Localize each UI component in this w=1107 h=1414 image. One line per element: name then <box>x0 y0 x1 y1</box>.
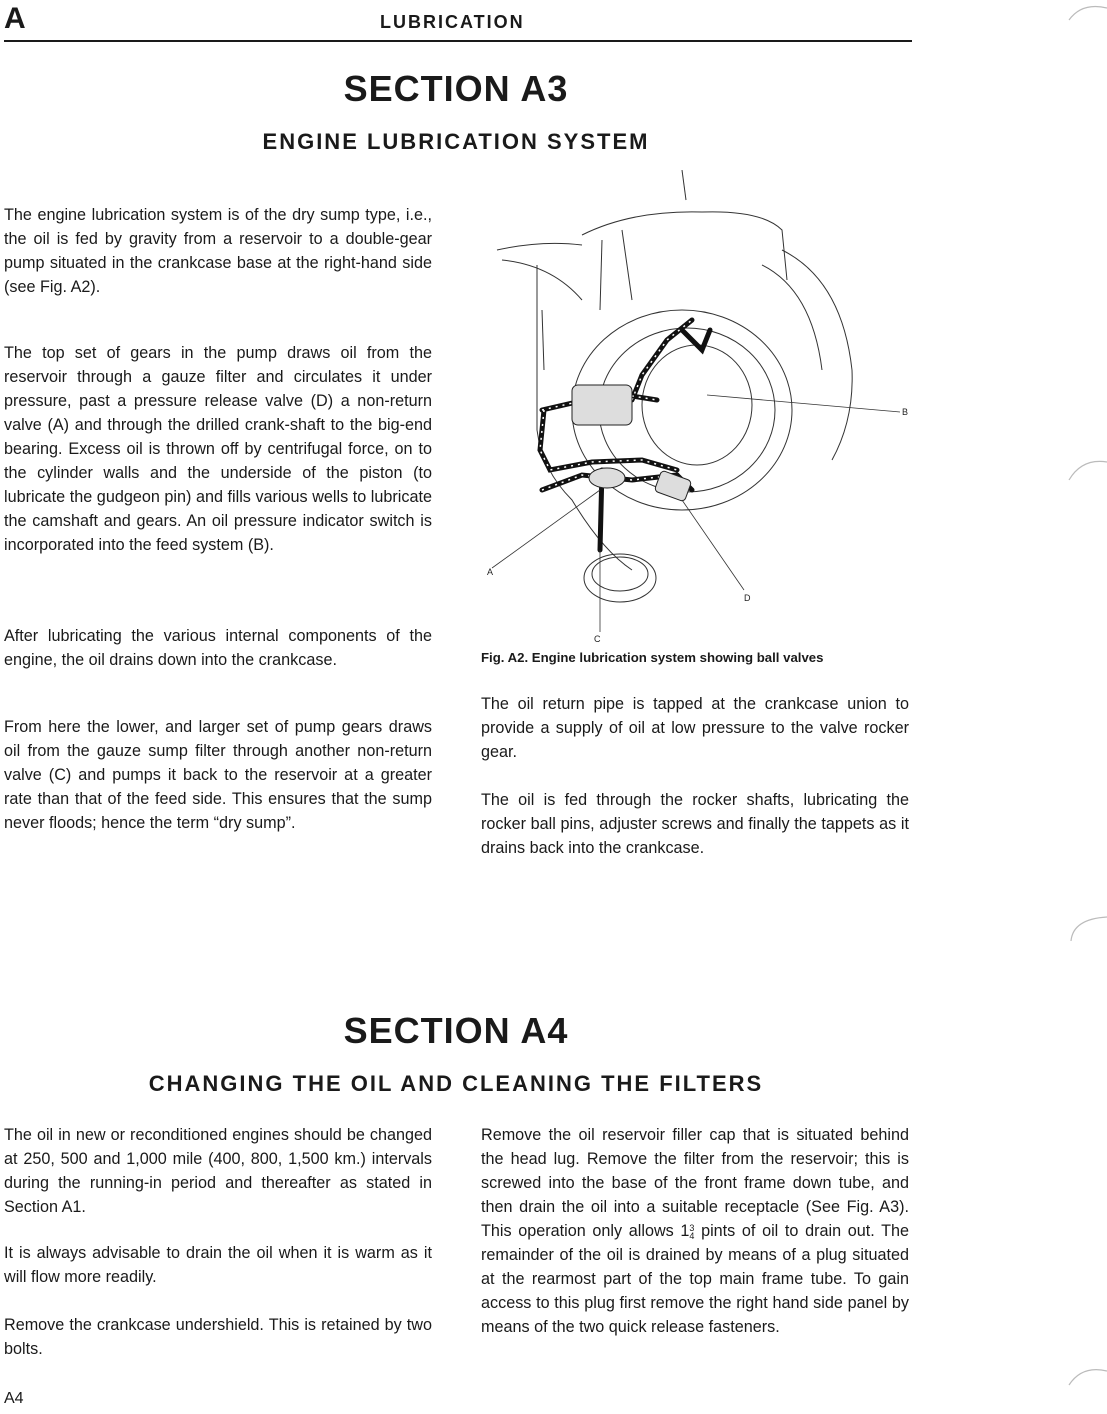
section-a3-subtitle: ENGINE LUBRICATION SYSTEM <box>262 129 650 154</box>
fraction-denominator: 4 <box>689 1231 695 1241</box>
page-number: A4 <box>4 1390 24 1407</box>
a3-paragraph-1: The engine lubrication system is of the dry sump type, i.e., the oil is fed by gravity from a reservoir to a double-gear pump situated in the crankcase base at the right-hand side (see Fig. A2). <box>4 206 432 296</box>
a3-right-paragraph-2: The oil is fed through the rocker shafts, lubricating the rocker ball pins, adjuster screws and finally the tappets as it drains back into the crankcase. <box>481 791 909 857</box>
engine-lubrication-figure <box>482 170 912 650</box>
binder-hole-mark-3 <box>1067 905 1107 945</box>
binder-hole-mark-2 <box>1067 450 1107 490</box>
a3-paragraph-4: From here the lower, and larger set of pump gears draws oil from the gauze sump filter through another non-return valve (C) and pumps it back to the reservoir at a greater rate than that of the feed side. This ensures that the sump never floods; hence the term “dry sump”. <box>4 718 432 832</box>
binder-hole-mark-4 <box>1067 1355 1107 1395</box>
fraction-numerator: 3 <box>689 1223 695 1233</box>
a4-left-paragraph-1: The oil in new or reconditioned engines should be changed at 250, 500 and 1,000 mile (400, 800, 1,500 km.) intervals during the running-in period and thereafter as stated in Section A1. <box>4 1126 432 1216</box>
header-rule <box>4 40 912 42</box>
binder-hole-mark-1 <box>1067 0 1107 40</box>
a4-left-paragraph-3: Remove the crankcase undershield. This is retained by two bolts. <box>4 1316 432 1358</box>
figure-label-d: D <box>744 593 751 603</box>
a4-right-paragraph <box>481 1123 909 1339</box>
section-a4-subtitle: CHANGING THE OIL AND CLEANING THE FILTERS <box>148 1071 764 1096</box>
a4-right-text-after: pints of oil to drain out. The remainder of the oil is drained by means of a plug situated at the rearmost part of the top main frame tube. To gain access to this plug first remove the right hand side panel by means of the two quick release fasteners. <box>481 1222 909 1336</box>
a3-paragraph-2: The top set of gears in the pump draws oil from the reservoir through a gauze filter and circulates it under pressure, past a pressure release valve (D) a non-return valve (A) and through the drilled crank-shaft to the big-end bearing. Excess oil is thrown off by centrifugal force, on to the cylinder walls and the underside of the piston (to lubricate the gudgeon pin) and fills various wells to lubricate the camshaft and gears. An oil pressure indicator switch is incorporated into the feed system (B). <box>4 344 432 554</box>
figure-label-c: C <box>594 634 601 644</box>
a3-right-paragraph-1: The oil return pipe is tapped at the crankcase union to provide a supply of oil at low pressure to the valve rocker gear. <box>481 695 909 761</box>
a3-paragraph-3: After lubricating the various internal components of the engine, the oil drains down into the crankcase. <box>4 627 432 669</box>
section-letter: A <box>4 2 26 35</box>
running-title: LUBRICATION <box>380 12 525 32</box>
figure-label-a: A <box>487 567 494 577</box>
section-a4-title: SECTION A4 <box>343 1010 569 1051</box>
a4-right-text-before: Remove the oil reservoir filler cap that is situated behind the head lug. Remove the filter from the reservoir; this is screwed into the base of the front frame down tube, and then drain the oil into a suitable receptacle (See Fig. A3). This operation only allows 1 <box>481 1126 909 1240</box>
a4-left-paragraph-2: It is always advisable to drain the oil when it is warm as it will flow more readily. <box>4 1244 432 1286</box>
figure-label-b: B <box>902 407 909 417</box>
section-a3-title: SECTION A3 <box>343 68 569 109</box>
figure-caption: Fig. A2. Engine lubrication system showing ball valves <box>481 650 824 665</box>
